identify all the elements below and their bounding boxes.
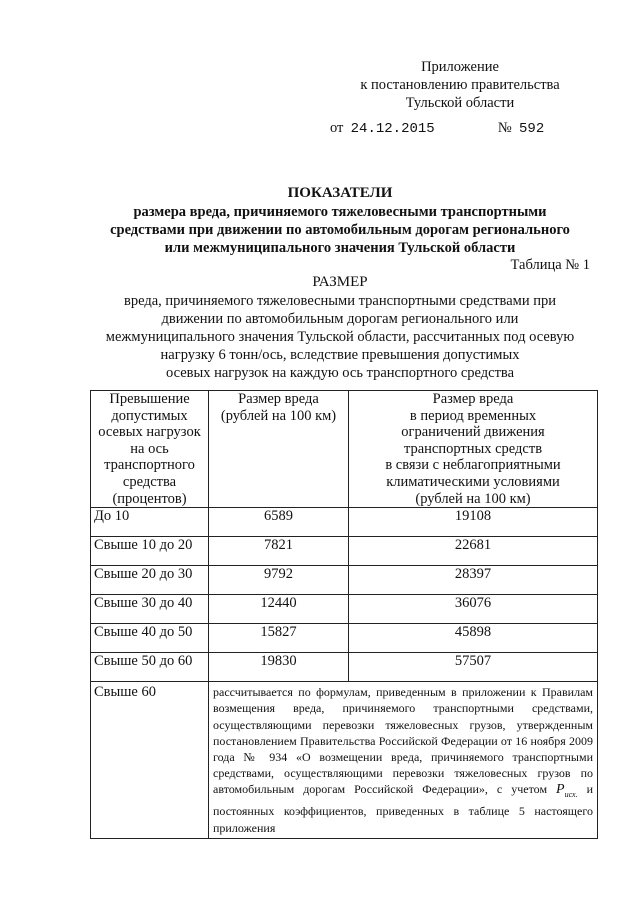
cell-normal: 15827 [209, 624, 349, 653]
cell-note [209, 682, 598, 839]
subtitle-line: размера вреда, причиняемого тяжеловесными транспортными [133, 204, 547, 220]
cell-range: До 10 [91, 508, 209, 537]
note-text-end: и постоянных коэффициентов, приведенных в таблице 5 настоящего приложения [213, 782, 594, 835]
decree-dateline [330, 120, 590, 137]
cell-range: Свыше 10 до 20 [91, 537, 209, 566]
description-line: движении по автомобильным дорогам регионального или [161, 311, 519, 327]
header-line: транспортного [104, 457, 195, 474]
table-description [90, 292, 590, 382]
subtitle-line: или межмуниципального значения Тульской области [164, 240, 516, 256]
cell-restricted: 28397 [349, 566, 598, 595]
decree-number: 592 [519, 121, 545, 137]
document-subtitle [100, 203, 580, 257]
cell-normal: 12440 [209, 595, 349, 624]
appendix-block [355, 58, 565, 112]
cell-normal: 6589 [209, 508, 349, 537]
symbol-letter: P [556, 782, 565, 798]
table-row [91, 653, 598, 682]
p-isх-symbol [556, 782, 578, 800]
header-line: ограничений движения [401, 424, 545, 441]
appendix-line: к постановлению правительства [360, 77, 560, 93]
table-row [91, 595, 598, 624]
header-line: Размер вреда [238, 391, 319, 407]
table-row [91, 566, 598, 595]
description-line: осевых нагрузок на каждую ось транспортного средства [165, 365, 515, 381]
header-cell-damage-restricted [349, 391, 598, 508]
cell-normal: 7821 [209, 537, 349, 566]
damage-table [90, 390, 598, 839]
cell-range: Свыше 30 до 40 [91, 595, 209, 624]
header-line: допустимых [111, 407, 188, 424]
cell-restricted: 22681 [349, 537, 598, 566]
document-title: ПОКАЗАТЕЛИ [287, 185, 393, 201]
header-line: (рублей на 100 км) [415, 490, 531, 507]
table-number: Таблица № 1 [510, 257, 590, 273]
appendix-line: Приложение [421, 59, 499, 75]
cell-range: Свыше 50 до 60 [91, 653, 209, 682]
number-prefix: № [497, 120, 512, 136]
header-line: транспортных средств [403, 440, 543, 457]
table-row-last [91, 682, 598, 839]
cell-restricted: 45898 [349, 624, 598, 653]
header-cell-excess [91, 391, 209, 508]
header-line: Размер вреда [432, 391, 514, 407]
cell-restricted: 19108 [349, 508, 598, 537]
cell-restricted: 57507 [349, 653, 598, 682]
header-line: на ось [130, 440, 169, 457]
header-line: Превышение [109, 391, 190, 407]
subtitle-line: средствами при движении по автомобильным дорогам регионального [110, 222, 570, 238]
description-line: вреда, причиняемого тяжеловесными транспортными средствами при [124, 293, 556, 309]
header-line: (рублей на 100 км) [220, 407, 337, 424]
table-row [91, 537, 598, 566]
description-line: нагрузку 6 тонн/ось, вследствие превышения допустимых [160, 347, 520, 363]
decree-date: 24.12.2015 [350, 121, 435, 137]
symbol-subscript: исх. [564, 790, 578, 800]
table-row [91, 624, 598, 653]
note-text: рассчитывается по формулам, приведенным в приложении к Правилам возмещения вреда, причиняемого транспортными средствами, осуществляющими перевозки тяжеловесных грузов, утвержденным постановлением Правительства Российской Федерации от 16 ноября 2009 года № 934 «О возмещении вреда, причиняемого транспортными средствами, осуществляющими перевозки тяжеловесных грузов по автомобильным дорогам Российской Федерации», с учетом [213, 685, 593, 797]
cell-range: Свыше 20 до 30 [91, 566, 209, 595]
header-line: осевых нагрузок [98, 424, 201, 441]
header-line: в период временных [409, 407, 537, 424]
table-row [91, 508, 598, 537]
header-line: (процентов) [112, 490, 187, 507]
header-cell-damage [209, 391, 349, 508]
cell-range: Свыше 60 [91, 682, 209, 839]
header-line: в связи с неблагоприятными [385, 457, 561, 474]
cell-restricted: 36076 [349, 595, 598, 624]
appendix-line: Тульской области [405, 95, 515, 111]
date-prefix: от [330, 120, 344, 136]
section-heading: РАЗМЕР [312, 274, 368, 290]
description-line: межмуниципального значения Тульской области, рассчитанных под осевую [105, 329, 575, 345]
table-header-row [91, 391, 598, 508]
cell-normal: 19830 [209, 653, 349, 682]
header-line: климатическими условиями [386, 473, 560, 490]
header-line: средства [122, 473, 177, 490]
cell-range: Свыше 40 до 50 [91, 624, 209, 653]
cell-normal: 9792 [209, 566, 349, 595]
